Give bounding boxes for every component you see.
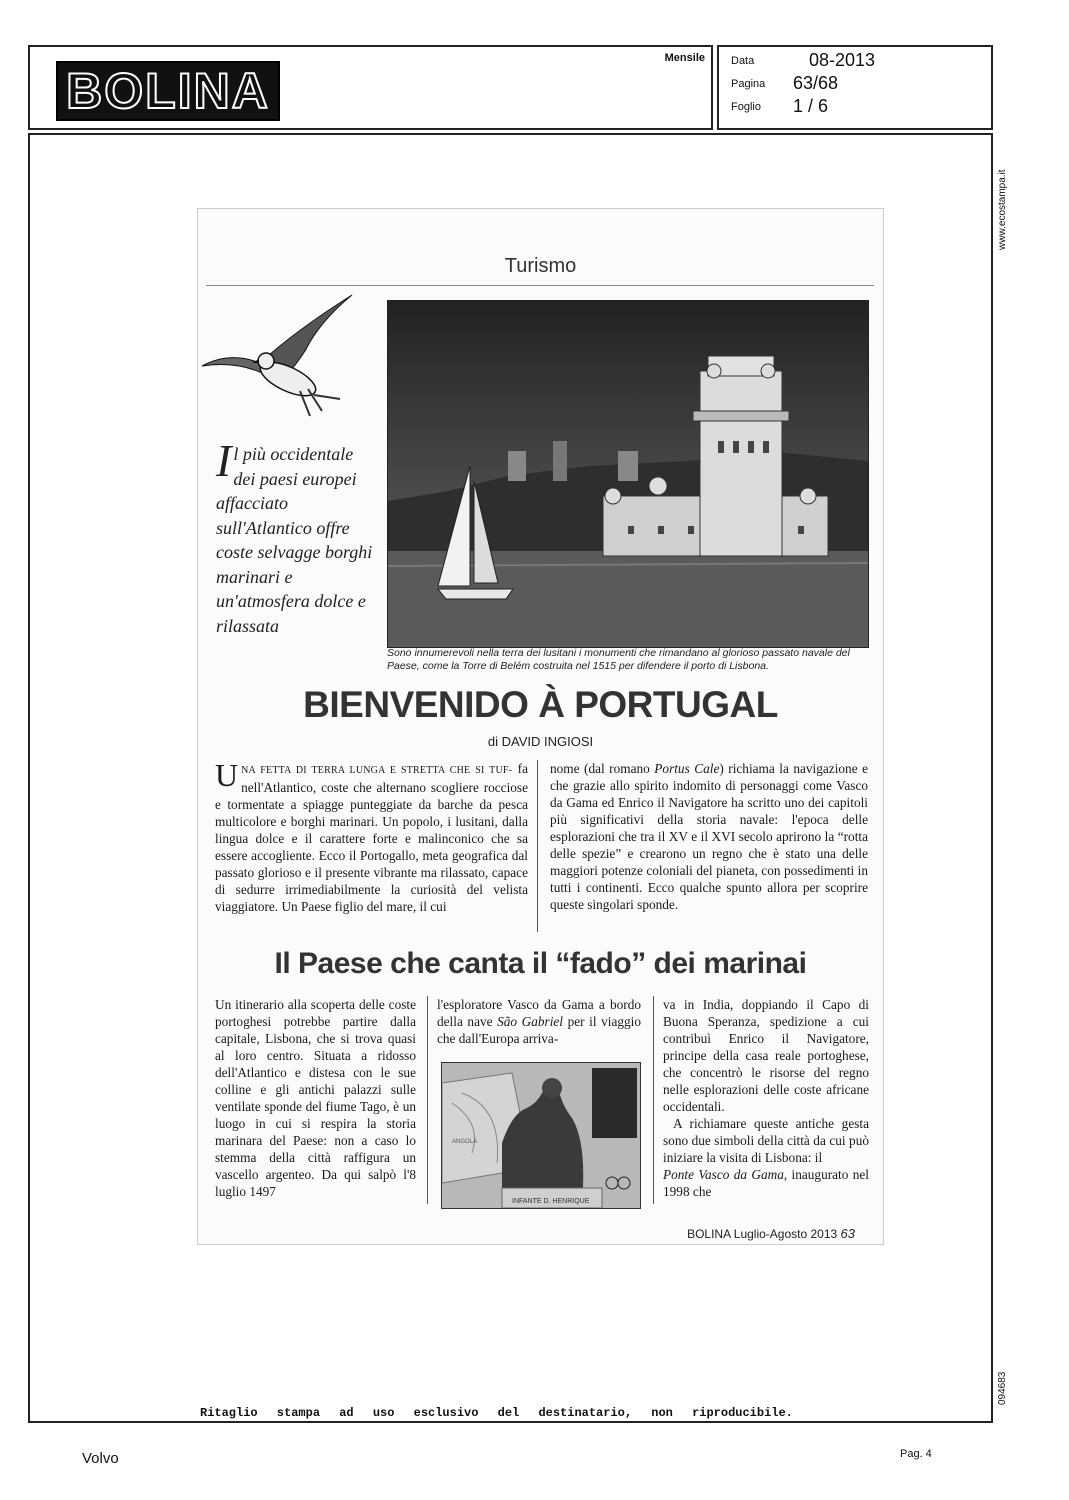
- body-column-3: va in India, doppiando il Capo di Buona Speranza, spedizione a cui contribuì Enrico il Navigatore, principe della casa reale portoghese, che concentrò le risorse del regno nelle esplorazioni delle coste africane occidentali. A richiamare queste antiche gesta sono due simboli della città da cui può iniziare la visita di Lisbona: ilPonte Vasco da Gama, inaugurato nel 1998 che: [663, 997, 869, 1199]
- date-value: 08-2013: [809, 50, 876, 70]
- page-label: Pagina: [731, 78, 766, 90]
- sheet-label: Foglio: [731, 101, 761, 113]
- body-column-1: Un itinerario alla scoperta delle coste portoghesi potrebbe partire dalla capitale, Lisbona, che si trova quasi al loro centro. Situata a ridosso dell'Atlantico e distesa con le sue colline e gli antichi palazzi sulle ventilate sponde del fiume Tago, è un luogo in cui si respira la storia marinara del Paese: non a caso lo stemma della città raffigura un vascello argenteo. Da qui salpò l'8 luglio 1497: [215, 997, 416, 1199]
- clipping-notice: Ritaglio stampa ad uso esclusivo del destinatario, non riproducibile.: [200, 1406, 793, 1420]
- vasco-da-gama-statue-photo: [441, 1062, 641, 1209]
- folio: BOLINA Luglio-Agosto 2013 63: [687, 1226, 855, 1241]
- publication-logo: BOLINA: [56, 61, 280, 121]
- site-url: www.ecostampa.it: [997, 169, 1008, 250]
- photo-caption: Sono innumerevoli nella terra dei lusitani i monumenti che rimandano al glorioso passato navale del Paese, come la Torre di Belém costruita nel 1515 per difendere il porto di Lisbona.: [387, 647, 850, 672]
- lead-drop-cap: U: [215, 757, 239, 793]
- body-column-2: l'esploratore Vasco da Gama a bordo della nave São Gabriel per il viaggio che dall'Europa arriva-: [437, 997, 641, 1046]
- section-divider: [206, 285, 874, 286]
- header-logo-box: [28, 45, 713, 130]
- header-meta-box: [717, 45, 993, 130]
- page-value: 63/68: [793, 73, 839, 93]
- article-headline: BIENVENIDO À PORTUGAL: [303, 684, 778, 725]
- clip-code: 094683: [997, 1371, 1008, 1405]
- sheet-value: 1 / 6: [793, 96, 829, 116]
- statue-plaque: INFANTE D. HENRIQUE: [512, 1198, 590, 1205]
- article-clipping: [197, 208, 884, 1245]
- byline: di DAVID INGIOSI: [487, 734, 594, 749]
- page-number: 63: [840, 1226, 855, 1241]
- date-label: Data: [731, 55, 755, 67]
- intro-drop-cap: I: [216, 435, 232, 486]
- client-name: Volvo: [82, 1450, 119, 1467]
- map-label: ANGOLA: [452, 1139, 478, 1145]
- intro-text: Il più occidentale dei paesi europei affacciato sull'Atlantico offre coste selvagge borghi marinari e un'atmosfera dolce e rilassata: [216, 435, 373, 636]
- periodicity: Mensile: [664, 52, 705, 64]
- lead-column-1: UNA FETTA DI TERRA LUNGA E STRETTA CHE SI TUF- fa nell'Atlantico, coste che alternano scogliere rocciose e tormentate a spiagge punteggiate da barche da pesca multicolore e borghi marinari. Un popolo, i lusitani, dalla lingua dolce e il carattere forte e malinconico che sa essere accogliente. Ecco il Portogallo, meta geografica dal passato glorioso e il presente vibrante ma rilassato, capace di sedurre irrimediabilmente la curiosità del velista viaggiatore. Un Paese figlio del mare, il cui: [215, 757, 529, 914]
- belem-tower-photo: [387, 300, 869, 648]
- subheadline: Il Paese che canta il “fado” dei marinai: [274, 947, 807, 980]
- seagull-illustration: [200, 291, 360, 426]
- lead-column-divider: [537, 760, 538, 932]
- body-column-divider-2: [653, 996, 654, 1204]
- lead-small-caps: NA FETTA DI TERRA LUNGA E STRETTA CHE SI TUF-: [241, 765, 513, 776]
- page-indicator: Pag. 4: [900, 1448, 932, 1460]
- lead-column-2: nome (dal romano Portus Cale) richiama la navigazione e che grazie allo spirito indomito di personaggi come Vasco da Gama ed Enrico il Navigatore ha scritto uno dei capitoli più significativi della storia navale: l'epoca delle esplorazioni che tra il XV e il XVI secolo aprirono la “rotta delle spezie” e crearono un regno che è stato una delle maggiori potenze coloniali del pianeta, con possedimenti in tutti i continenti. Ecco qualche spunto allora per scoprire queste singolari sponde.: [550, 761, 868, 912]
- section-title: Turismo: [504, 255, 577, 277]
- body-column-divider-1: [427, 996, 428, 1204]
